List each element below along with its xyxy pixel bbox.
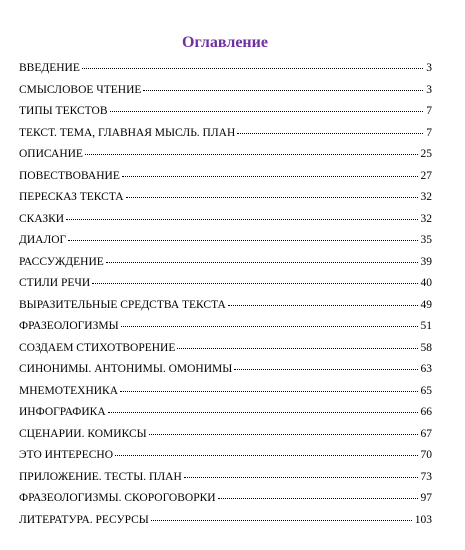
toc-entry-label: ТЕКСТ. ТЕМА, ГЛАВНАЯ МЫСЛЬ. ПЛАН <box>19 126 236 139</box>
toc-dot-leader <box>126 188 418 198</box>
toc-entry[interactable] <box>19 362 432 384</box>
toc-list <box>19 61 432 534</box>
toc-entry-label: РАССУЖДЕНИЕ <box>19 255 104 268</box>
toc-entry-page-number: 58 <box>420 341 432 354</box>
toc-dot-leader <box>234 360 417 370</box>
toc-entry-label: ТИПЫ ТЕКСТОВ <box>19 105 108 117</box>
toc-entry-page-number: 3 <box>426 83 432 96</box>
toc-dot-leader <box>228 296 418 306</box>
toc-dot-leader <box>143 81 423 91</box>
toc-entry[interactable] <box>19 513 432 535</box>
toc-entry[interactable] <box>19 212 432 234</box>
toc-entry-page-number: 32 <box>420 212 432 225</box>
toc-entry-label: ОПИСАНИЕ <box>19 148 83 160</box>
toc-entry[interactable] <box>19 61 432 83</box>
toc-entry[interactable] <box>19 298 432 320</box>
toc-entry[interactable] <box>19 470 432 492</box>
toc-entry[interactable] <box>19 126 432 148</box>
toc-entry-label: СТИЛИ РЕЧИ <box>19 277 91 289</box>
toc-entry-page-number: 27 <box>420 169 432 182</box>
toc-dot-leader <box>121 317 418 327</box>
toc-entry[interactable] <box>19 83 432 105</box>
toc-dot-leader <box>115 446 417 456</box>
toc-dot-leader <box>122 167 418 177</box>
toc-dot-leader <box>120 382 417 392</box>
toc-entry[interactable] <box>19 147 432 169</box>
toc-dot-leader <box>177 339 417 349</box>
toc-entry-page-number: 3 <box>426 62 432 74</box>
toc-entry-page-number: 40 <box>420 277 432 289</box>
toc-entry-page-number: 32 <box>420 191 432 203</box>
toc-entry-label: ДИАЛОГ <box>19 234 67 246</box>
toc-dot-leader <box>218 489 418 499</box>
toc-entry[interactable] <box>19 104 432 126</box>
toc-dot-leader <box>106 253 418 263</box>
toc-dot-leader <box>85 145 418 155</box>
toc-dot-leader <box>237 124 423 134</box>
toc-entry-label: СКАЗКИ <box>19 212 65 225</box>
toc-entry-label: ВВЕДЕНИЕ <box>19 62 80 74</box>
toc-entry-page-number: 66 <box>420 406 432 418</box>
toc-entry-page-number: 73 <box>420 470 432 483</box>
toc-entry[interactable] <box>19 427 432 449</box>
toc-entry-page-number: 25 <box>420 148 432 160</box>
toc-entry-label: ЛИТЕРАТУРА. РЕСУРСЫ <box>19 513 149 526</box>
toc-entry[interactable] <box>19 341 432 363</box>
toc-entry[interactable] <box>19 233 432 255</box>
toc-dot-leader <box>68 231 417 241</box>
toc-entry-page-number: 39 <box>420 255 432 268</box>
toc-entry-page-number: 7 <box>426 126 432 139</box>
toc-entry-label: СМЫСЛОВОЕ ЧТЕНИЕ <box>19 83 142 96</box>
toc-entry[interactable] <box>19 405 432 427</box>
toc-dot-leader <box>108 403 418 413</box>
toc-dot-leader <box>92 274 417 284</box>
toc-dot-leader <box>110 102 424 112</box>
toc-entry-label: МНЕМОТЕХНИКА <box>19 384 119 397</box>
toc-dot-leader <box>66 210 417 220</box>
toc-entry-page-number: 7 <box>426 105 432 117</box>
toc-entry-label: ФРАЗЕОЛОГИЗМЫ <box>19 320 119 332</box>
toc-entry-page-number: 67 <box>420 427 432 440</box>
toc-entry-label: ПРИЛОЖЕНИЕ. ТЕСТЫ. ПЛАН <box>19 470 182 483</box>
toc-dot-leader <box>82 59 423 69</box>
toc-entry-page-number: 51 <box>420 320 432 332</box>
toc-entry[interactable] <box>19 319 432 341</box>
toc-entry[interactable] <box>19 448 432 470</box>
toc-entry-label: ИНФОГРАФИКА <box>19 406 106 418</box>
toc-dot-leader <box>149 425 418 435</box>
toc-entry-label: СОЗДАЕМ СТИХОТВОРЕНИЕ <box>19 341 176 354</box>
toc-entry-page-number: 103 <box>414 513 432 526</box>
toc-entry-label: ПЕРЕСКАЗ ТЕКСТА <box>19 191 124 203</box>
toc-title: Оглавление <box>182 34 268 51</box>
toc-entry-label: ВЫРАЗИТЕЛЬНЫЕ СРЕДСТВА ТЕКСТА <box>19 298 226 311</box>
toc-entry-label: ФРАЗЕОЛОГИЗМЫ. СКОРОГОВОРКИ <box>19 492 216 504</box>
toc-dot-leader <box>151 511 412 521</box>
toc-dot-leader <box>184 468 418 478</box>
toc-entry-page-number: 70 <box>420 449 432 461</box>
toc-entry-page-number: 97 <box>420 492 432 504</box>
toc-entry-label: СИНОНИМЫ. АНТОНИМЫ. ОМОНИМЫ <box>19 363 233 375</box>
toc-entry[interactable] <box>19 384 432 406</box>
toc-entry-label: ЭТО ИНТЕРЕСНО <box>19 449 114 461</box>
toc-entry[interactable] <box>19 491 432 513</box>
toc-entry-page-number: 49 <box>420 298 432 311</box>
toc-entry-page-number: 63 <box>420 363 432 375</box>
toc-entry-page-number: 65 <box>420 384 432 397</box>
toc-entry[interactable] <box>19 276 432 298</box>
toc-entry-label: ПОВЕСТВОВАНИЕ <box>19 169 120 182</box>
toc-entry[interactable] <box>19 169 432 191</box>
toc-entry[interactable] <box>19 190 432 212</box>
toc-entry[interactable] <box>19 255 432 277</box>
toc-entry-page-number: 35 <box>420 234 432 246</box>
toc-entry-label: СЦЕНАРИИ. КОМИКСЫ <box>19 427 147 440</box>
